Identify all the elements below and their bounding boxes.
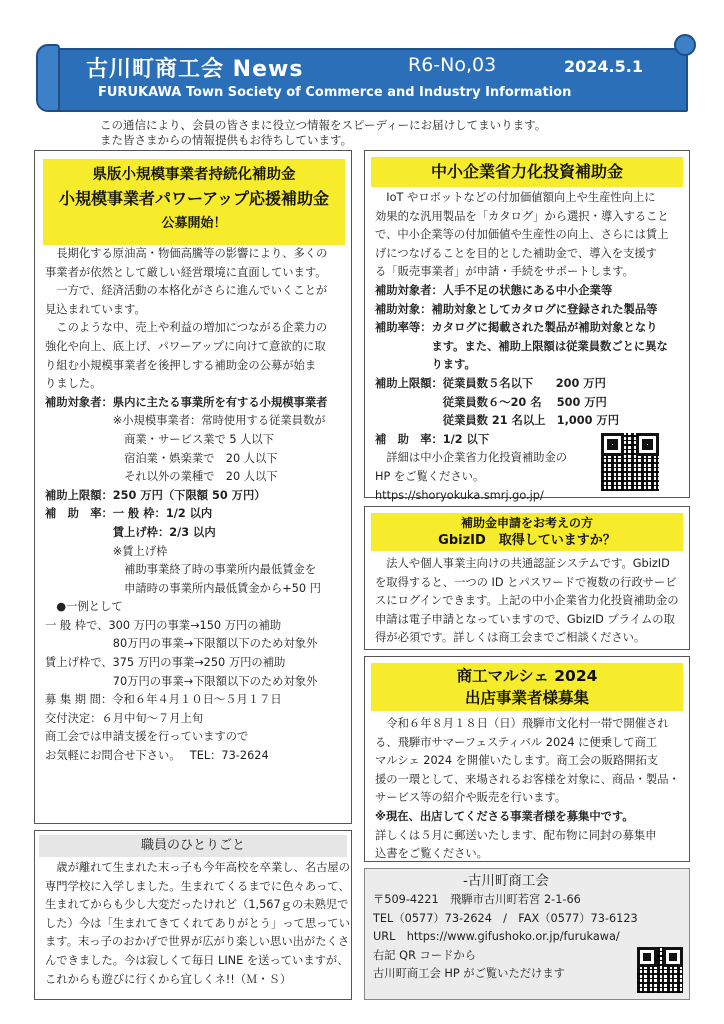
body-line: 申請時の事業所内最低賃金から+50 円 (45, 581, 321, 595)
target-line: 補助対象：補助対象としてカタログに登録された製品等 (375, 302, 658, 316)
body-line: ます。末っ子のおかげで世界が広がり楽しい思い出がたくさ (45, 935, 350, 949)
banner-scroll-right (674, 34, 696, 56)
body-line: このような中、売上や利益の増加につながる企業力の (45, 321, 328, 335)
heading-line: GbizID 取得していますか？ (438, 533, 616, 548)
body-line: 詳細は中小企業省力化投資補助金の (375, 451, 568, 465)
limit-line: 従業員数 21 名以上 1,000 万円 (375, 414, 620, 428)
rate-line: 賃上げ枠：2/3 以内 (45, 525, 216, 539)
heading-line: 県版小規模事業者持続化補助金 (92, 167, 296, 183)
rate-line: 補 助 率：1/2 以下 (375, 432, 490, 446)
contact-line: お気軽にお問合せ下さい。 TEL：73-2624 (45, 749, 269, 763)
gbizid-body (375, 555, 685, 648)
body-line: ※小規模事業者：常時使用する従業員数が (45, 414, 326, 428)
staff-body (45, 859, 351, 989)
body-line: した）今は「生まれてきてくれてありがとう」って思ってい (45, 916, 351, 930)
body-line: 生まれてからも少し大変だったけれど（1,567ｇの未熟児で (45, 898, 349, 912)
body-line: ※賃上げ枠 (45, 544, 168, 558)
heading-line: 出店事業者様募集 (464, 689, 589, 707)
staff-column (34, 830, 352, 1000)
marche-body (375, 715, 685, 864)
target-line: 補助対象者：人手不足の状態にある中小企業等 (375, 283, 613, 297)
body-line: 申請は電子申請となっていますので、GbizID プライムの取 (375, 612, 675, 626)
body-line: 強化や向上、底上げ、パワーアップに向けて意欲的に取 (45, 339, 326, 353)
body-line: を取得すると、一つの ID とパスワードで複数の行政サービ (375, 575, 677, 589)
body-line: り組む小規模事業者を後押しする補助金の公募が始ま (45, 358, 317, 372)
body-line: 古川町商工会 HP がご覧いただけます (373, 967, 565, 981)
body-line: 令和６年８月１８日（日）飛騨市文化村一帯で開催され (375, 717, 669, 730)
body-line: 得が必須です。詳しくは商工会までご相談ください。 (375, 631, 646, 645)
body-line: 商工会では申請支援を行っていますので (45, 730, 249, 744)
limit-line: 補助上限額：従業員数５名以下 200 万円 (375, 376, 606, 390)
body-line: りました。 (45, 377, 102, 391)
body-line: 専門学校に入学しました。生まれてくるまでに色々あって、 (45, 879, 350, 893)
body-line: HP をご覧ください。 (375, 469, 485, 483)
rate-line: ります。 (375, 358, 476, 372)
intro-line: また皆さまからの情報提供もお待ちしています。 (100, 133, 353, 147)
body-line: 一方で、経済活動の本格化がさらに進んでいくことが (45, 284, 328, 298)
body-line: 込書をご覧ください。 (375, 847, 488, 861)
body-line: サービス等の紹介や販売を行います。 (375, 791, 567, 805)
body-line: 詳しくは５月に郵送いたします、配布物に同封の募集申 (375, 828, 657, 842)
gbizid-heading (371, 513, 683, 551)
body-line: IoT やロボットなどの付加価値額向上や生産性向上に (375, 191, 656, 204)
organization-name: -古川町商工会 (463, 873, 549, 889)
body-line: 商業・サービス業で 5 人以下 (45, 432, 275, 446)
body-line: んできました。今は寂しくて毎日 LINE を送っていますが、 (45, 953, 349, 967)
subsidy-article (34, 150, 352, 824)
intro-line: この通信により、会員の皆さまに役立つ情報をスピーディーにお届けしてまいります。 (100, 118, 547, 132)
subsidy-body (45, 245, 345, 766)
subsidy-heading (43, 159, 345, 245)
qr-code-icon (637, 947, 683, 993)
heading-line: 公募開始！ (161, 216, 227, 231)
url-link[interactable]: URL https://www.gifushoko.or.jp/furukawa/ (373, 930, 620, 944)
body-line: 法人や個人事業主向けの共通認証システムです。GbizID (375, 557, 670, 570)
body-line: げにつなげることを目的とした補助金で、導入を支援す (375, 246, 657, 260)
period-line: 募 集 期 間：令和６年４月１０日～５月１７日 (45, 693, 282, 707)
gbizid-article (364, 506, 690, 650)
body-line: 効果的な汎用製品を「カタログ」から選択・導入すること (375, 209, 669, 223)
body-line: 右記 QR コードから (373, 948, 477, 962)
body-line: 見込まれています。 (45, 302, 146, 316)
limit-line: 補助上限額：250 万円（下限額 50 万円） (45, 488, 266, 502)
body-line: る「販売事業者」が申請・手続をサポートします。 (375, 265, 634, 279)
body-line: 歳が離れて生まれた末っ子も今年高校を卒業し、名古屋の (45, 861, 351, 874)
address-line: 〒509-4221 飛騨市古川町若宮 2-1-66 (373, 893, 581, 906)
qr-code-icon (601, 433, 659, 491)
issue-date: 2024.5.1 (564, 57, 643, 76)
heading-line: 小規模事業者パワーアップ応援補助金 (58, 189, 330, 208)
body-line: る、飛騨市サマーフェスティバル 2024 に便乗して商工 (375, 735, 658, 749)
banner-scroll-left (36, 44, 60, 112)
issue-number: R6-No,03 (408, 54, 497, 76)
newsletter-subtitle: FURUKAWA Town Society of Commerce and Industry Information (98, 85, 572, 100)
limit-line: 従業員数６～20 名 500 万円 (375, 395, 607, 409)
notice-line: ※現在、出店してくださる事業者様を募集中です。 (375, 809, 634, 823)
body-line: 70万円の事業→下限額以下のため対象外 (45, 674, 318, 688)
target-line: 補助対象者：県内に主たる事業所を有する小規模事業者 (45, 395, 328, 409)
body-line: 賃上げ枠で、375 万円の事業→250 万円の補助 (45, 656, 286, 670)
body-line: で、中小企業等の付加価値や生産性の向上、さらには賃上 (375, 228, 669, 242)
contact-footer (364, 868, 690, 1000)
body-line: スにログインできます。上記の中小企業省力化投資補助金の (375, 594, 679, 608)
body-line: 援の一環として、来場されるお客様を対象に、商品・製品・ (375, 772, 680, 786)
body-line: 長期化する原油高・物価高騰等の影響により、多くの (45, 247, 328, 260)
intro-text (100, 118, 546, 148)
body-line: マルシェ 2024 を開催いたします。商工会の販路開拓支 (375, 754, 659, 768)
body-line: 宿泊業・娯楽業で 20 人以下 (45, 451, 278, 465)
rate-line: ます。また、補助上限額は従業員数ごとに異な (375, 339, 668, 353)
header-banner (36, 40, 692, 112)
heading-line: 商工マルシェ 2024 (456, 667, 598, 685)
staff-heading: 職員のひとりごと (39, 835, 347, 857)
url-link[interactable]: https://shoryokuka.smrj.go.jp/ (375, 488, 544, 502)
newsletter-title: 古川町商工会 News (86, 57, 304, 82)
labor-saving-article (364, 150, 690, 502)
body-line: ●一例として (45, 600, 123, 614)
body-line: それ以外の業種で 20 人以下 (45, 470, 278, 484)
marche-heading (371, 663, 683, 711)
phone-line: TEL（0577）73-2624 / FAX（0577）73-6123 (373, 911, 638, 925)
body-line: これからも遊びに行くから宜しくネ!!（Ｍ・Ｓ） (45, 972, 292, 986)
heading-line: 補助金申請をお考えの方 (460, 516, 593, 530)
marche-article (364, 656, 690, 862)
rate-line: 補 助 率：一 般 枠：1/2 以内 (45, 507, 213, 521)
body-line: 交付決定：６月中旬～７月上旬 (45, 711, 204, 725)
body-line: 補助事業終了時の事業所内最低賃金を (45, 563, 317, 577)
labor-saving-heading: 中小企業省力化投資補助金 (371, 157, 683, 187)
body-line: 事業者が依然として厳しい経営環境に直面しています。 (45, 265, 327, 279)
rate-line: 補助率等：カタログに掲載された製品が補助対象となり (375, 321, 658, 335)
body-line: 一 般 枠で、300 万円の事業→150 万円の補助 (45, 618, 282, 632)
body-line: 80万円の事業→下限額以下のため対象外 (45, 637, 318, 651)
